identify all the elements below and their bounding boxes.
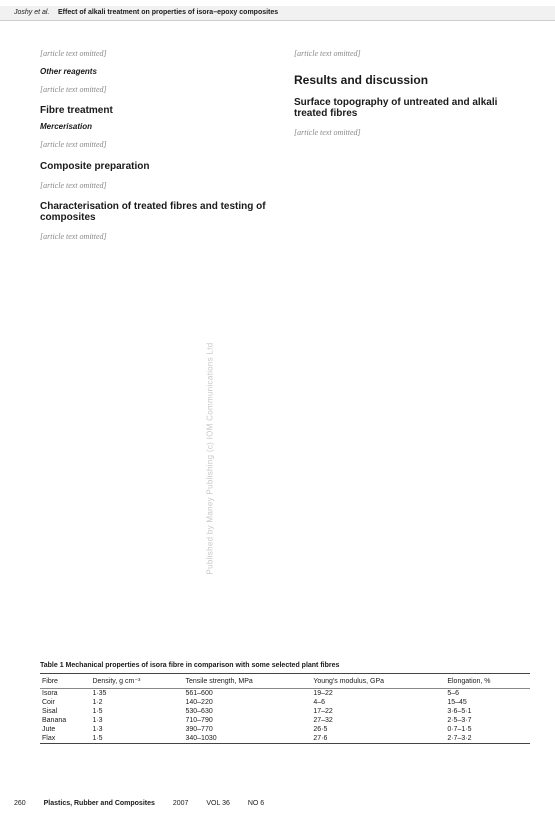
article-body [40,40,530,460]
table-cell: Banana [42,717,67,724]
heading-composite-preparation: Composite preparation [40,160,150,172]
table-row [40,689,530,699]
table-cell: 19–22 [313,690,333,697]
body-text-placeholder: [article text omitted] [294,128,361,138]
heading-results: Results and discussion [294,73,429,88]
table-1 [40,662,530,744]
copyright-watermark: Published by Maney Publishing (c) IOM Communications Ltd [205,342,215,575]
table-cell: Isora [42,690,58,697]
right-column [294,40,530,460]
table-header-row [40,674,530,689]
table-header: Fibre [42,677,58,685]
volume: VOL 36 [206,800,230,807]
running-header-title: Effect of alkali treatment on properties of isora–epoxy composites [58,9,279,16]
table-cell: 27–32 [313,717,333,724]
table-cell: 530–630 [185,708,213,715]
table-cell: 0·7–1·5 [447,726,472,733]
table-row [40,698,530,707]
journal-name: Plastics, Rubber and Composites [43,800,155,807]
table-cell: Sisal [42,708,58,715]
page-footer [14,800,280,807]
table-row [40,734,530,744]
table-row [40,725,530,734]
body-text-placeholder: [article text omitted] [40,231,107,241]
page-number: 260 [14,800,26,807]
properties-table [40,673,530,744]
table-cell: Coir [42,699,55,706]
issue-number: NO 6 [247,800,265,807]
table-cell: 1·5 [92,708,103,715]
left-column [40,40,276,460]
heading-fibre-treatment: Fibre treatment [40,105,113,117]
table-cell: 15–45 [447,699,467,706]
table-cell: 27·6 [313,735,328,742]
table-cell: 1·3 [92,726,103,733]
table-header: Young's modulus, GPa [313,677,385,685]
table-cell: 26·5 [313,726,328,733]
body-text-placeholder: [article text omitted] [294,49,361,58]
table-header: Tensile strength, MPa [185,677,253,685]
table-header: Density, g cm⁻³ [92,678,141,685]
table-row [40,707,530,716]
body-text-placeholder: [article text omitted] [40,49,107,58]
table-cell: 710–790 [185,717,213,724]
table-cell: 2·7–3·2 [447,735,472,742]
table-cell: Flax [42,735,56,742]
table-cell: 340–1030 [185,735,217,742]
table-cell: 1·2 [92,699,103,706]
table-cell: 3·6–5·1 [447,708,472,715]
heading-other-reagents: Other reagents [40,67,97,77]
publication-year: 2007 [172,800,189,807]
table-cell: 561–600 [185,690,213,697]
table-cell: 140–220 [185,699,213,706]
body-text-placeholder: [article text omitted] [40,180,107,190]
table-cell: 17–22 [313,708,333,715]
table-cell: 4–6 [313,699,326,706]
table-cell: Jute [42,726,56,733]
table-cell: 1·35 [92,690,107,697]
table-cell: 1·5 [92,735,103,742]
heading-characterisation: Characterisation of treated fibres and testing of composites [40,200,266,223]
table-cell: 2·5–3·7 [447,717,472,724]
running-header-authors: Joshy et al. [14,9,50,16]
table-cell: 5–6 [447,690,460,697]
table-cell: 1·3 [92,717,103,724]
heading-mercerisation: Mercerisation [40,122,93,132]
body-text-placeholder: [article text omitted] [40,85,107,95]
table-row [40,716,530,725]
running-header [0,6,555,21]
table-header: Elongation, % [447,677,491,685]
table-cell: 390–770 [185,726,213,733]
table-caption: Table 1 Mechanical properties of isora fibre in comparison with some selected plant fibres [40,662,340,669]
heading-surface-topography: Surface topography of untreated and alkali treated fibres [294,97,498,120]
body-text-placeholder: [article text omitted] [40,140,107,150]
